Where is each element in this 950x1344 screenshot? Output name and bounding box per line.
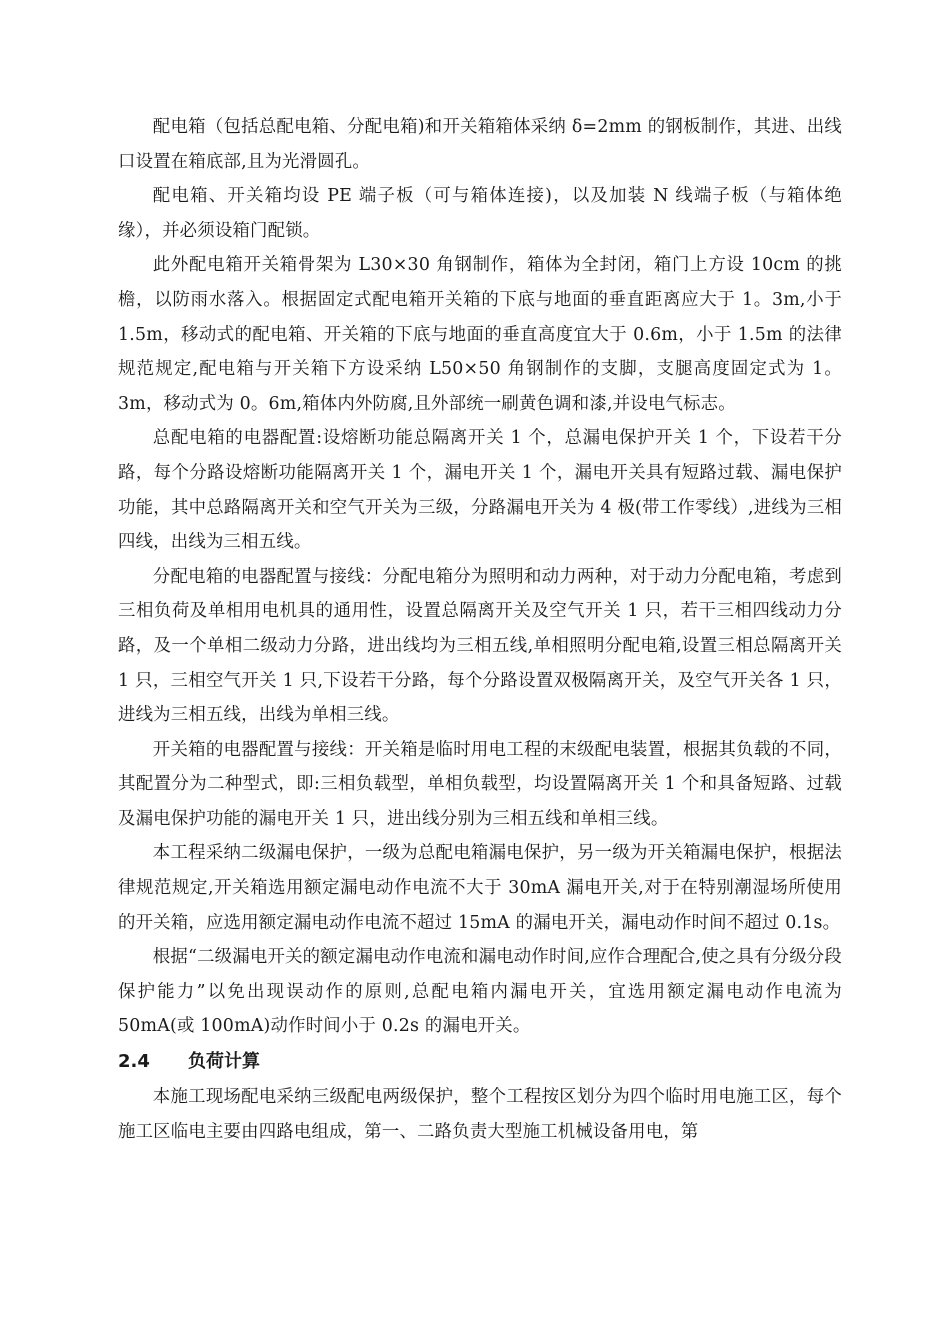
paragraph-box-material: 配电箱（包括总配电箱、分配电箱)和开关箱箱体采纳 δ=2mm 的钢板制作，其进、出线口设置在箱底部,且为光滑圆孔。	[118, 117, 842, 172]
section-number: 2.4	[118, 1051, 150, 1073]
paragraph-load-calculation: 本施工现场配电采纳三级配电两级保护，整个工程按区划分为四个临时用电施工区，每个施工区临电主要由四路电组成，第一、二路负责大型施工机械设备用电，第	[118, 1087, 842, 1142]
paragraph-leakage-protection: 本工程采纳二级漏电保护，一级为总配电箱漏电保护，另一级为开关箱漏电保护，根据法律规范规定,开关箱选用额定漏电动作电流不大于 30mA 漏电开关,对于在特别潮湿场所使用的开关箱，应选用额定漏电动作电流不超过 15mA 的漏电开关，漏电动作时间不超过 0.1s。	[118, 843, 842, 933]
paragraph-switch-box-config: 开关箱的电器配置与接线：开关箱是临时用电工程的末级配电装置，根据其负载的不同，其配置分为二种型式，即:三相负载型，单相负载型，均设置隔离开关 1 个和具备短路、过载及漏电保护功能的漏电开关 1 只，进出线分别为三相五线和单相三线。	[118, 739, 842, 829]
paragraph-sub-box-config: 分配电箱的电器配置与接线：分配电箱分为照明和动力两种，对于动力分配电箱，考虑到三相负荷及单相用电机具的通用性，设置总隔离开关及空气开关 1 只，若干三相四线动力分路，及一个单相二级动力分路，进出线均为三相五线,单相照明分配电箱,设置三相总隔离开关 1 只，三相空气开关 1 只,下设若干分路，每个分路设置双极隔离开关，及空气开关各 1 只，进线为三相五线，出线为单相三线。	[118, 566, 842, 726]
document-page	[118, 110, 842, 1149]
paragraph-leakage-coordination: 根据“二级漏电开关的额定漏电动作电流和漏电动作时间,应作合理配合,使之具有分级分段保护能力”以免出现误动作的原则,总配电箱内漏电开关，宜选用额定漏电动作电流为 50mA(或 100mA)动作时间小于 0.2s 的漏电开关。	[118, 947, 842, 1037]
paragraph-terminal-boards: 配电箱、开关箱均设 PE 端子板（可与箱体连接)，以及加装 N 线端子板（与箱体绝缘），并必须设箱门配锁。	[118, 186, 842, 241]
paragraph-main-box-config: 总配电箱的电器配置:设熔断功能总隔离开关 1 个，总漏电保护开关 1 个，下设若干分路，每个分路设熔断功能隔离开关 1 个，漏电开关 1 个，漏电开关具有短路过载、漏电保护功能，其中总路隔离开关和空气开关为三级，分路漏电开关为 4 极(带工作零线）,进线为三相四线，出线为三相五线。	[118, 428, 842, 553]
section-title: 负荷计算	[188, 1051, 260, 1073]
paragraph-box-frame: 此外配电箱开关箱骨架为 L30×30 角钢制作，箱体为全封闭，箱门上方设 10cm 的挑檐，以防雨水落入。根据固定式配电箱开关箱的下底与地面的垂直距离应大于 1。3m,小于 1.5m，移动式的配电箱、开关箱的下底与地面的垂直高度宜大于 0.6m，小于 1.5m 的法律规范规定,配电箱与开关箱下方设采纳 L50×50 角钢制作的支脚，支腿高度固定式为 1。3m，移动式为 0。6m,箱体内外防腐,且外部统一刷黄色调和漆,并设电气标志。	[118, 255, 842, 414]
section-heading	[118, 1044, 842, 1080]
